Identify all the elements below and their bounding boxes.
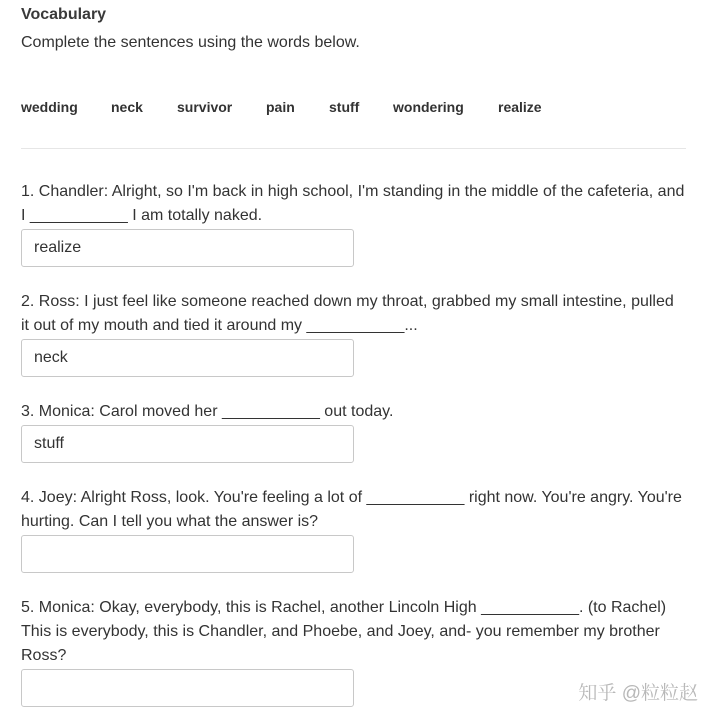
- section-title: Vocabulary: [21, 6, 107, 23]
- question-text-line: 3. Monica: Carol moved her ___________ out today.: [21, 403, 394, 420]
- word-bank-item: wondering: [393, 99, 464, 115]
- question-4: [21, 486, 686, 534]
- question-2: [21, 290, 686, 338]
- question-3: [21, 400, 686, 424]
- word-bank-item: realize: [498, 99, 542, 115]
- instructions: Complete the sentences using the words below.: [21, 34, 360, 51]
- watermark: 知乎 @粒粒赵: [578, 683, 698, 704]
- word-bank-item: pain: [266, 99, 295, 115]
- question-text-line: hurting. Can I tell you what the answer is?: [21, 513, 319, 530]
- question-text-line: 1. Chandler: Alright, so I'm back in high school, I'm standing in the middle of the cafeteria, and: [21, 183, 685, 200]
- word-bank-item: survivor: [177, 99, 233, 115]
- question-1: [21, 180, 686, 228]
- answer-input-2[interactable]: [21, 339, 354, 377]
- question-5: [21, 596, 686, 668]
- answer-input-4[interactable]: [21, 535, 354, 573]
- question-text-line: I ___________ I am totally naked.: [21, 207, 263, 224]
- divider: [21, 148, 686, 149]
- question-text-line: 2. Ross: I just feel like someone reached down my throat, grabbed my small intestine, pulled: [21, 293, 674, 310]
- question-text-line: 5. Monica: Okay, everybody, this is Rachel, another Lincoln High ___________. (to Rachel): [21, 599, 667, 616]
- answer-input-5[interactable]: [21, 669, 354, 707]
- answer-input-1[interactable]: [21, 229, 354, 267]
- word-bank-item: stuff: [329, 99, 360, 115]
- question-text-line: This is everybody, this is Chandler, and Phoebe, and Joey, and- you remember my brother: [21, 623, 660, 640]
- answer-input-3[interactable]: [21, 425, 354, 463]
- question-text-line: 4. Joey: Alright Ross, look. You're feeling a lot of ___________ right now. You're angry. You're: [21, 489, 682, 506]
- word-bank-item: wedding: [21, 99, 78, 115]
- word-bank-item: neck: [111, 99, 143, 115]
- question-text-line: Ross?: [21, 647, 67, 664]
- question-text-line: it out of my mouth and tied it around my ___________...: [21, 317, 418, 334]
